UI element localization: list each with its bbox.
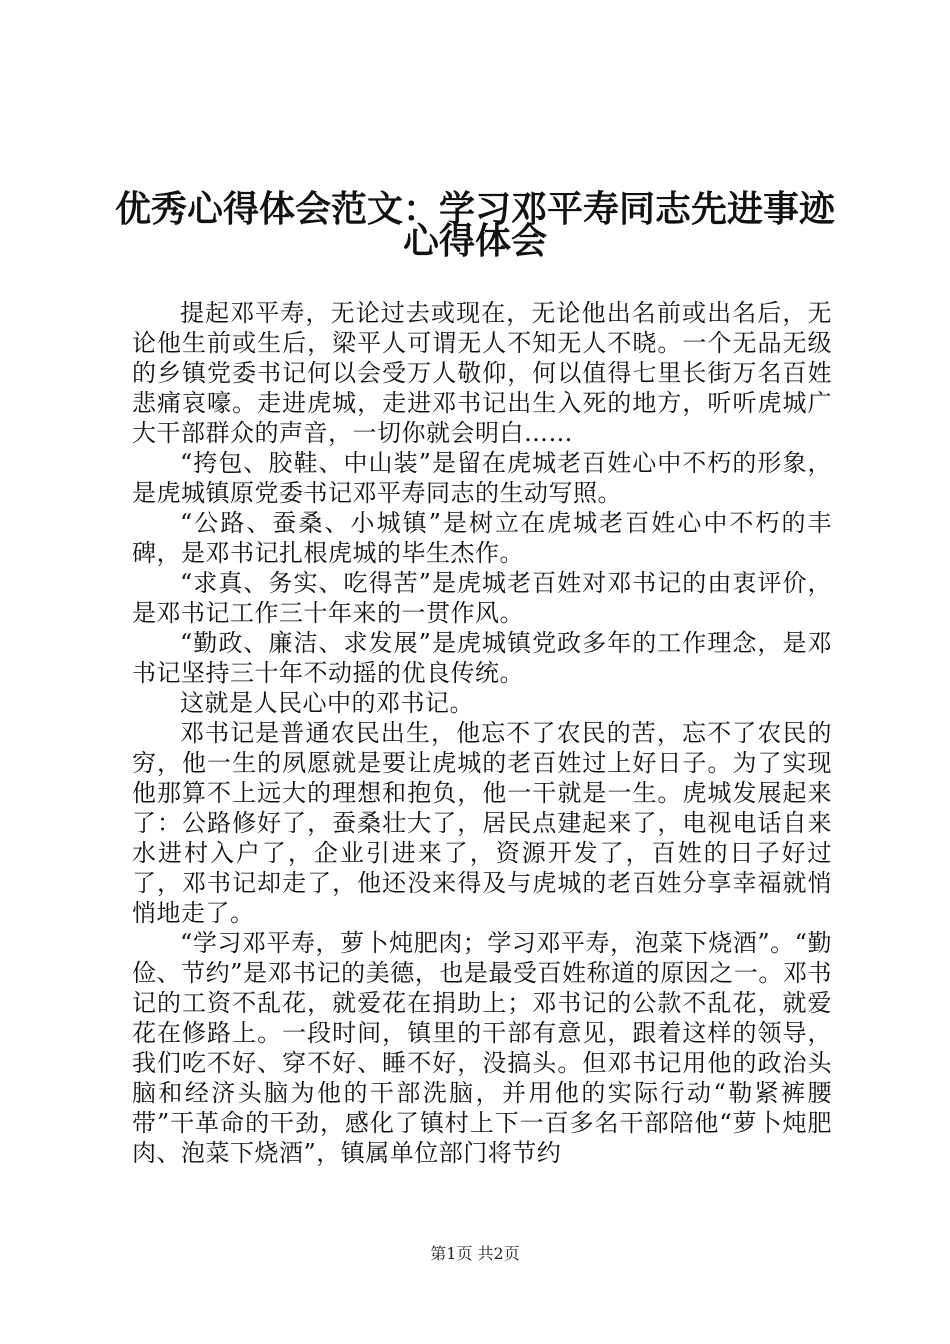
document-body <box>132 298 832 1168</box>
document-title-line-2: 心得体会 <box>402 221 547 262</box>
paragraph: “勤政、廉洁、求发展”是虎城镇党政多年的工作理念，是邓书记坚持三十年不动摇的优良传统。 <box>132 629 832 687</box>
paragraph: 邓书记是普通农民出生，他忘不了农民的苦，忘不了农民的穷，他一生的夙愿就是要让虎城的老百姓过上好日子。为了实现他那算不上远大的理想和抱负，他一干就是一生。虎城发展起来了：公路修好了，蚕桑壮大了，居民点建起来了，电视电话自来水进村入户了，企业引进来了，资源开发了，百姓的日子好过了，邓书记却走了，他还没来得及与虎城的老百姓分享幸福就悄悄地走了。 <box>132 719 832 927</box>
paragraph: “公路、蚕桑、小城镇”是树立在虎城老百姓心中不朽的丰碑，是邓书记扎根虎城的毕生杰作。 <box>132 509 832 567</box>
paragraph: “学习邓平寿，萝卜炖肥肉；学习邓平寿，泡菜下烧酒”。“勤俭、节约”是邓书记的美德，也是最受百姓称道的原因之一。邓书记的工资不乱花，就爱花在捐助上；邓书记的公款不乱花，就爱花在修路上。一段时间，镇里的干部有意见，跟着这样的领导，我们吃不好、穿不好、睡不好，没搞头。但邓书记用他的政治头脑和经济头脑为他的干部洗脑，并用他的实际行动“勒紧裤腰带”干革命的干劲，感化了镇村上下一百多名干部陪他“萝卜炖肥肉、泡菜下烧酒”，镇属单位部门将节约 <box>132 929 832 1167</box>
paragraph: “挎包、胶鞋、中山装”是留在虎城老百姓心中不朽的形象，是虎城镇原党委书记邓平寿同志的生动写照。 <box>132 449 832 507</box>
document-title-line-1: 优秀心得体会范文：学习邓平寿同志先进事迹 <box>114 189 835 230</box>
paragraph: “求真、务实、吃得苦”是虎城老百姓对邓书记的由衷评价，是邓书记工作三十年来的一贯作风。 <box>132 569 832 627</box>
paragraph: 提起邓平寿，无论过去或现在，无论他出名前或出名后，无论他生前或生后，梁平人可谓无人不知无人不晓。一个无品无级的乡镇党委书记何以会受万人敬仰，何以值得七里长街万名百姓悲痛哀嚎。走进虎城，走进邓书记出生入死的地方，听听虎城广大干部群众的声音，一切你就会明白…… <box>132 299 832 447</box>
page-footer: 第1页 共2页 <box>430 1244 520 1263</box>
paragraph: 这就是人民心中的邓书记。 <box>180 689 474 717</box>
